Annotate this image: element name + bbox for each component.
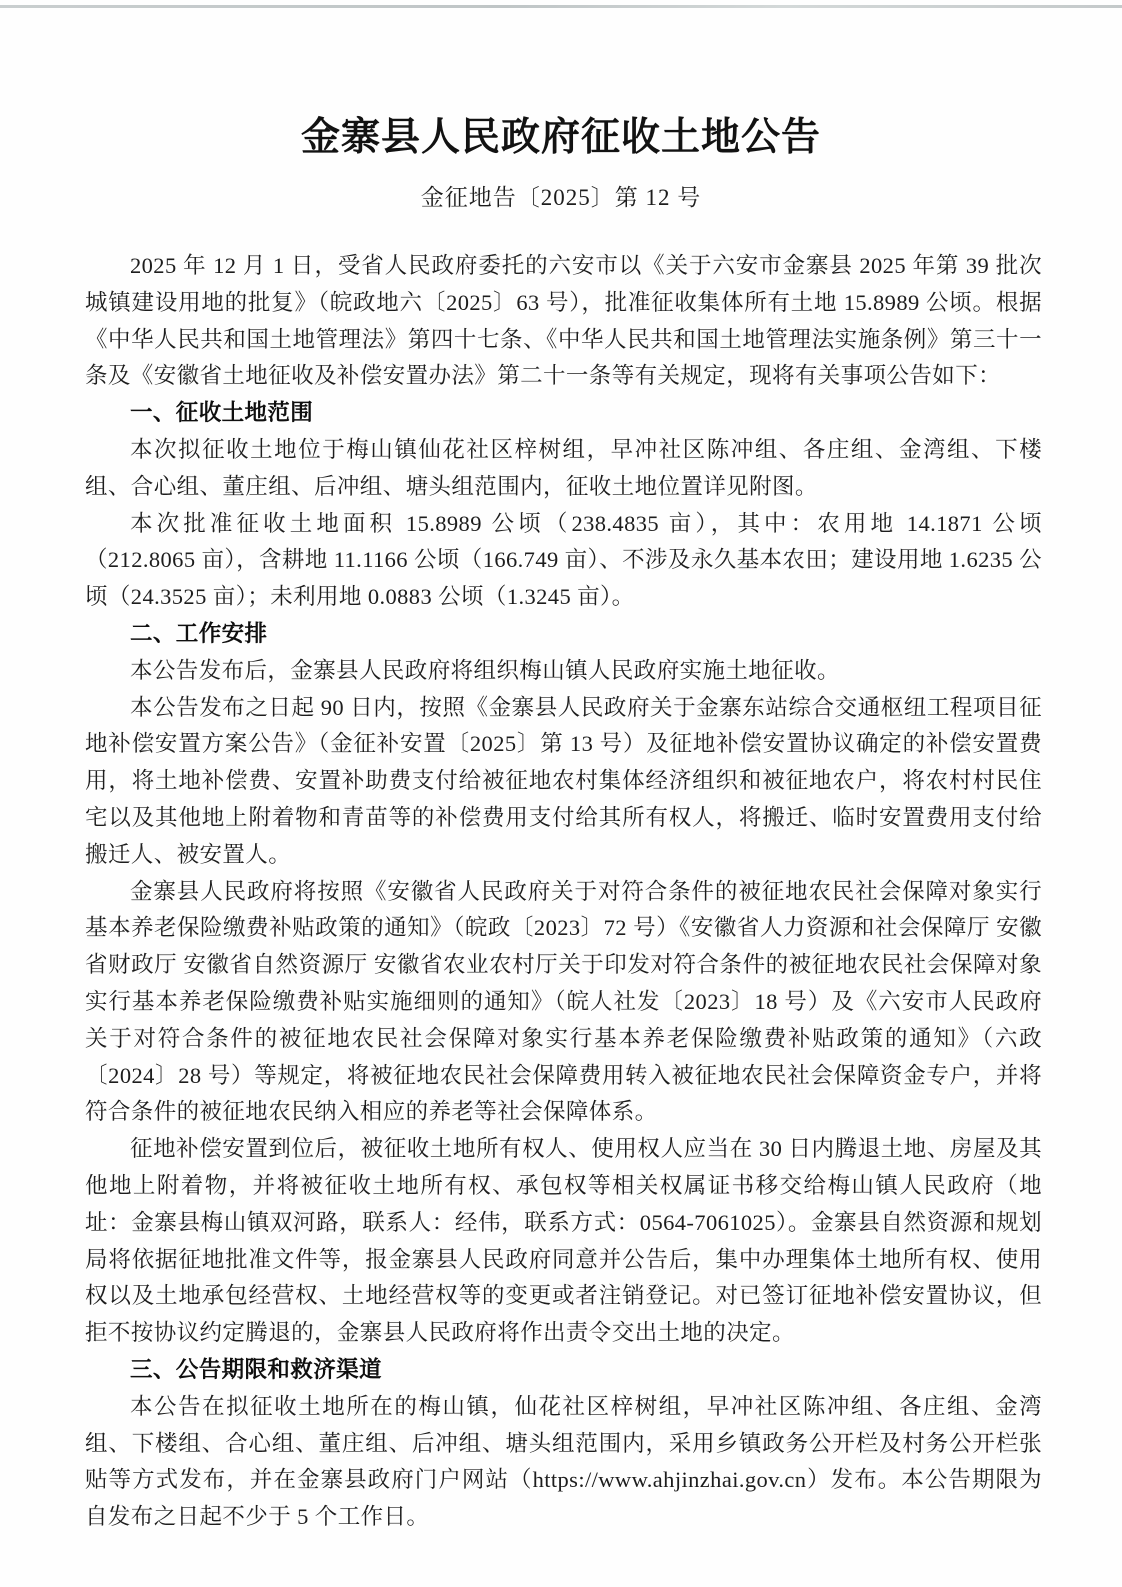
section-2-paragraph: 金寨县人民政府将按照《安徽省人民政府关于对符合条件的被征地农民社会保障对象实行基本养老保险缴费补贴政策的通知》（皖政〔2023〕72 号）《安徽省人力资源和社会保障厅 安徽省财政厅 安徽省自然资源厅 安徽省农业农村厅关于印发对符合条件的被征地农民社会保障对象实行基本养老保险缴费补贴实施细则的通知》（皖人社发〔2023〕18 号）及《六安市人民政府关于对符合条件的被征地农民社会保障对象实行基本养老保险缴费补贴政策的通知》（六政〔2024〕28 号）等规定，将被征地农民社会保障费用转入被征地农民社会保障资金专户，并将符合条件的被征地农民纳入相应的养老等社会保障体系。 bbox=[85, 878, 1042, 1125]
section-2-paragraph: 征地补偿安置到位后，被征收土地所有权人、使用权人应当在 30 日内腾退土地、房屋及其他地上附着物，并将被征收土地所有权、承包权等相关权属证书移交给梅山镇人民政府（地址：金寨县梅山镇双河路，联系人：经伟，联系方式：0564-7061025）。金寨县自然资源和规划局将依据征地批准文件等，报金寨县人民政府同意并公告后，集中办理集体土地所有权、使用权以及土地承包经营权、土地经营权等的变更或者注销登记。对已签订征地补偿安置协议，但拒不按协议约定腾退的，金寨县人民政府将作出责令交出土地的决定。 bbox=[85, 1136, 1042, 1346]
section-heading-2: 二、工作安排 bbox=[130, 620, 268, 646]
section-3-paragraph: 本公告在拟征收土地所在的梅山镇，仙花社区梓树组，早冲社区陈冲组、各庄组、金湾组、下楼组、合心组、董庄组、后冲组、塘头组范围内，采用乡镇政务公开栏及村务公开栏张贴等方式发布，并在金寨县政府门户网站（https://www.ahjinzhai.gov.cn）发布。本公告期限为自发布之日起不少于 5 个工作日。 bbox=[85, 1393, 1042, 1530]
document-number: 金征地告〔2025〕第 12 号 bbox=[420, 185, 702, 210]
section-heading-1: 一、征收土地范围 bbox=[130, 400, 314, 426]
section-2-paragraph: 本公告发布后，金寨县人民政府将组织梅山镇人民政府实施土地征收。 bbox=[130, 657, 840, 683]
section-2-paragraph: 本公告发布之日起 90 日内，按照《金寨县人民政府关于金寨东站综合交通枢纽工程项目征地补偿安置方案公告》（金征补安置〔2025〕第 13 号）及征地补偿安置协议确定的补偿安置费用，将土地补偿费、安置补助费支付给被征地农村集体经济组织和被征地农户，将农村村民住宅以及其他地上附着物和青苗等的补偿费用支付给其所有权人，将搬迁、临时安置费用支付给搬迁人、被安置人。 bbox=[85, 694, 1042, 867]
section-1-paragraph: 本次拟征收土地位于梅山镇仙花社区梓树组，早冲社区陈冲组、各庄组、金湾组、下楼组、合心组、董庄组、后冲组、塘头组范围内，征收土地位置详见附图。 bbox=[85, 436, 1042, 499]
section-1-paragraph: 本次批准征收土地面积 15.8989 公顷（238.4835 亩），其中：农用地 14.1871 公顷（212.8065 亩），含耕地 11.1166 公顷（166.749 亩）、不涉及永久基本农田；建设用地 1.6235 公顷（24.3525 亩）；未利用地 0.0883 公顷（1.3245 亩）。 bbox=[85, 510, 1042, 610]
document-body bbox=[85, 248, 1042, 1536]
document-title: 金寨县人民政府征收土地公告 bbox=[300, 116, 821, 159]
intro-paragraph: 2025 年 12 月 1 日，受省人民政府委托的六安市以《关于六安市金寨县 2025 年第 39 批次城镇建设用地的批复》（皖政地六〔2025〕63 号），批准征收集体所有土地 15.8989 公顷。根据《中华人民共和国土地管理法》第四十七条、《中华人民共和国土地管理法实施条例》第三十一条及《安徽省土地征收及补偿安置办法》第二十一条等有关规定，现将有关事项公告如下： bbox=[85, 253, 1042, 389]
scan-artifact-line bbox=[0, 5, 1122, 8]
section-heading-3: 三、公告期限和救济渠道 bbox=[130, 1356, 382, 1382]
